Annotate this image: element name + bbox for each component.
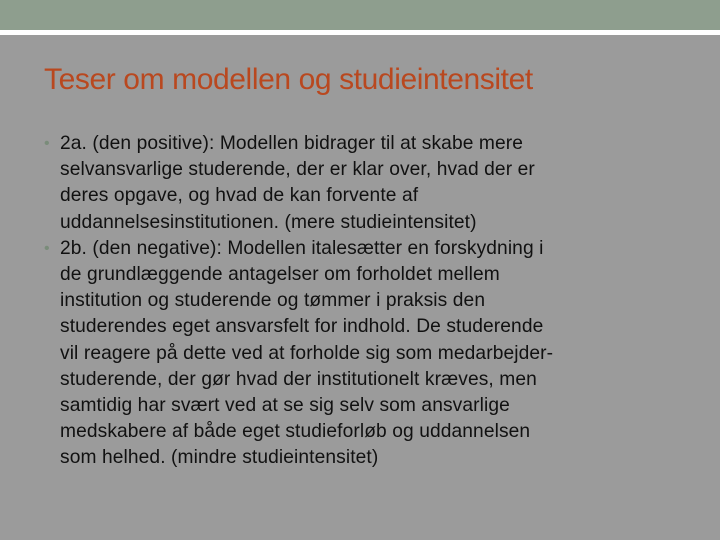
bullet-line: institution og studerende og tømmer i praksis den [60, 290, 486, 312]
bullet-line: vil reagere på dette ved at forholde sig som medarbejder- [60, 342, 554, 364]
top-rule [0, 30, 720, 35]
bullet-line: medskabere af både eget studieforløb og uddannelsen [60, 421, 531, 443]
bullet-line: som helhed. (mindre studieintensitet) [60, 447, 379, 469]
top-band [0, 0, 720, 30]
bullet-marker: • [44, 135, 50, 152]
bullet-line: de grundlæggende antagelser om forholdet mellem [60, 264, 500, 286]
bullet-line: selvansvarlige studerende, der er klar over, hvad der er [60, 159, 535, 181]
bullet-line: studerende, der gør hvad der institutionelt kræves, men [60, 368, 537, 390]
bullet-line: samtidig har svært ved at se sig selv som ansvarlige [60, 395, 510, 417]
bullet-line: 2a. (den positive): Modellen bidrager til at skabe mere [60, 133, 524, 154]
bullet-line: deres opgave, og hvad de kan forvente af [60, 185, 419, 207]
bullet-marker: • [44, 239, 50, 257]
bullet-line: 2b. (den negative): Modellen italesætter en forskydning i [60, 237, 544, 259]
bullet-line: studerendes eget ansvarsfelt for indhold. De studerende [60, 316, 544, 338]
slide-title: Teser om modellen og studieintensitet [44, 63, 533, 96]
bullet-item-2a [44, 131, 684, 236]
bullet-list [44, 131, 684, 472]
bullet-item-2b [44, 236, 684, 472]
bullet-line: uddannelsesinstitutionen. (mere studieintensitet) [60, 211, 477, 233]
